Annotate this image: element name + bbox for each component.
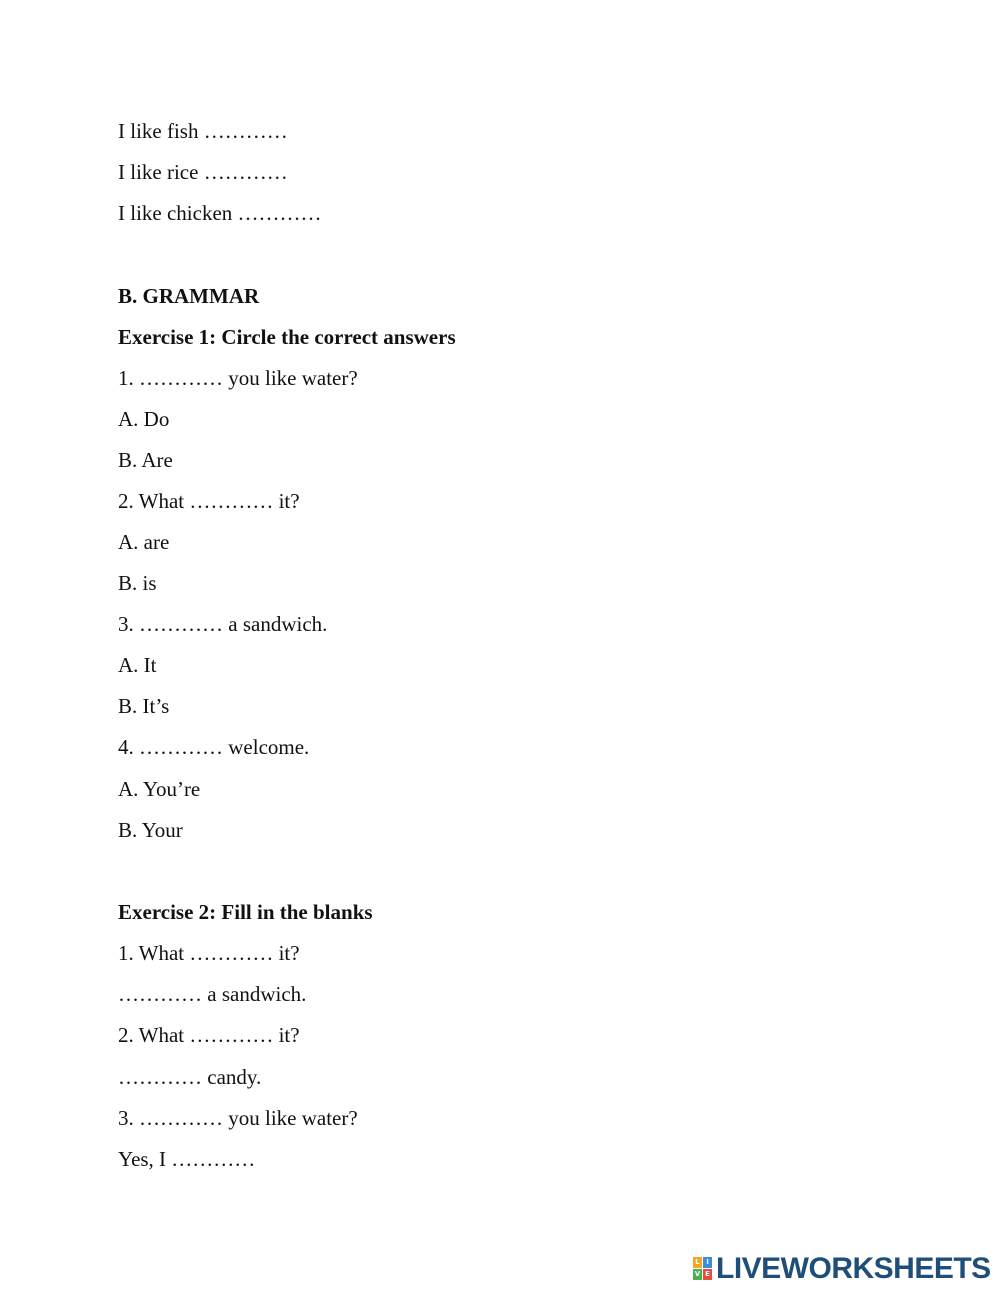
liveworksheets-logo [693, 1254, 991, 1284]
ex1-q4-option-a[interactable]: A. You’re [118, 777, 201, 801]
ex1-question-2: 2. What ………… it? [118, 489, 300, 513]
ex1-q4-option-b[interactable]: B. Your [118, 818, 183, 842]
logo-square-e: E [703, 1269, 712, 1280]
ex1-q1-option-b[interactable]: B. Are [118, 448, 173, 472]
ex2-question-3: 3. ………… you like water? [118, 1106, 358, 1130]
ex1-q3-option-a[interactable]: A. It [118, 653, 157, 677]
ex1-question-4: 4. ………… welcome. [118, 735, 310, 759]
ex1-q1-option-a[interactable]: A. Do [118, 407, 170, 431]
section-title-grammar: B. GRAMMAR [118, 284, 260, 308]
exercise-2-title: Exercise 2: Fill in the blanks [118, 900, 373, 924]
logo-square-l: L [693, 1257, 702, 1268]
liveworksheets-logo-text: LIVEWORKSHEETS [716, 1252, 991, 1285]
ex1-q2-option-a[interactable]: A. are [118, 530, 170, 554]
ex1-question-3: 3. ………… a sandwich. [118, 612, 328, 636]
vocab-line-chicken: I like chicken ………… [118, 201, 322, 225]
ex1-q3-option-b[interactable]: B. It’s [118, 694, 170, 718]
ex2-answer-2: ………… candy. [118, 1065, 262, 1089]
vocab-line-fish: I like fish ………… [118, 119, 288, 143]
liveworksheets-logo-icon [693, 1257, 713, 1281]
logo-square-i: I [703, 1257, 712, 1268]
exercise-1-title: Exercise 1: Circle the correct answers [118, 325, 456, 349]
ex2-answer-3: Yes, I ………… [118, 1147, 256, 1171]
ex2-question-1: 1. What ………… it? [118, 941, 300, 965]
ex2-question-2: 2. What ………… it? [118, 1023, 300, 1047]
ex2-answer-1: ………… a sandwich. [118, 982, 307, 1006]
vocab-line-rice: I like rice ………… [118, 160, 288, 184]
ex1-question-1: 1. ………… you like water? [118, 366, 358, 390]
logo-square-v: V [694, 1270, 701, 1278]
ex1-q2-option-b[interactable]: B. is [118, 571, 157, 595]
